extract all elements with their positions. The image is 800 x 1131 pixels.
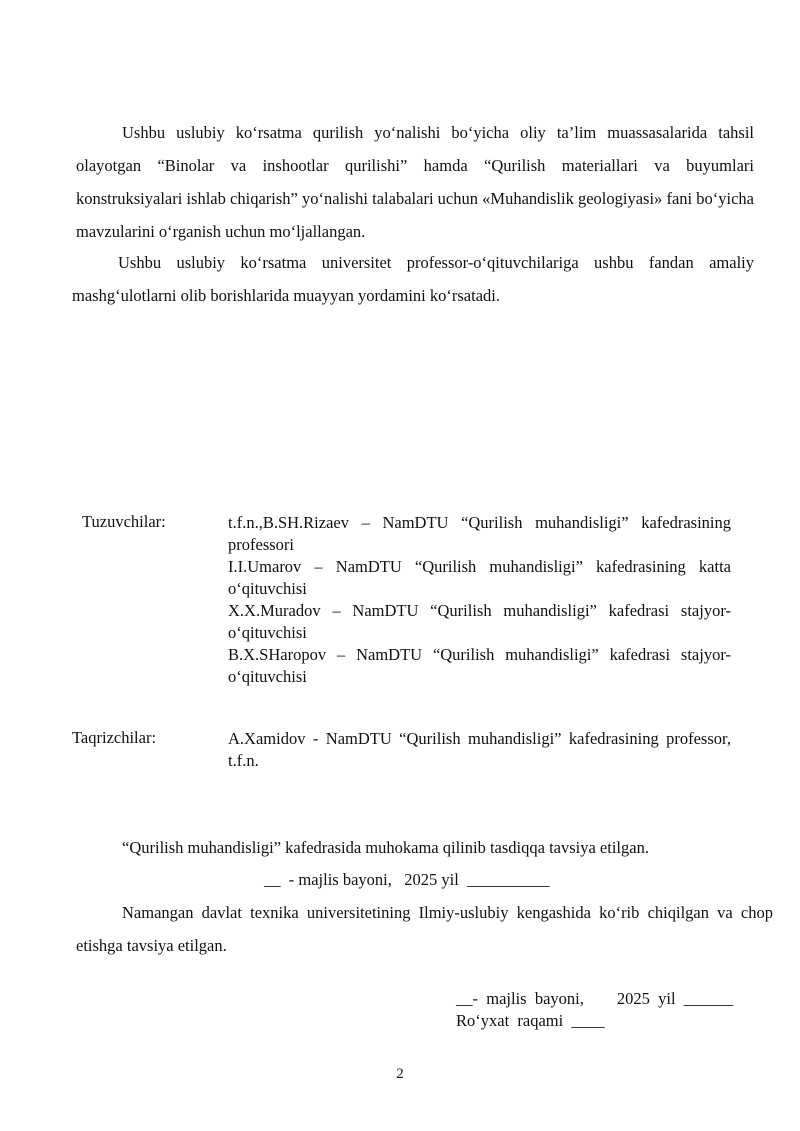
intro-paragraph-2: Ushbu uslubiy ko‘rsatma universitet professor-o‘qituvchilariga ushbu fandan amaliy mashg‘ulotlarni olib borishlarida muayyan yordamini ko‘rsatadi. [72, 253, 754, 305]
council-protocol-line: __- majlis bayoni, 2025 yil ______ [456, 989, 734, 1008]
department-protocol-line: __ - majlis bayoni, 2025 yil __________ [264, 870, 550, 889]
council-approval-text: Namangan davlat texnika universitetining Ilmiy-uslubiy kengashida ko‘rib chiqilgan va chop etishga tavsiya etilgan. [76, 903, 773, 955]
department-approval-line: “Qurilish muhandisligi” kafedrasida muhokama qilinib tasdiqqa tavsiya etilgan. [122, 838, 649, 857]
compiler-entry: t.f.n.,B.SH.Rizaev – NamDTU “Qurilish muhandisligi” kafedrasining professori [228, 513, 731, 554]
reviewers-label: Taqrizchilar: [72, 728, 157, 747]
intro-paragraph-1: Ushbu uslubiy ko‘rsatma qurilish yo‘nalishi bo‘yicha oliy ta’lim muassasalarida tahsil olayotgan “Binolar va inshootlar qurilishi” hamda “Qurilish materiallari va buyumlari konstruksiyalari ishlab chiqarish” yo‘nalishi talabalari uchun «Muhandislik geologiyasi» fani bo‘yicha mavzularini o‘rganish uchun mo‘ljallangan. [76, 123, 754, 241]
compiler-entry: B.X.SHaropov – NamDTU “Qurilish muhandisligi” kafedrasi stajyor-o‘qituvchisi [228, 645, 731, 686]
compiler-entry: I.I.Umarov – NamDTU “Qurilish muhandisligi” kafedrasining katta o‘qituvchisi [228, 557, 731, 598]
compilers-label: Tuzuvchilar: [82, 512, 166, 531]
compilers-list [228, 512, 731, 688]
reviewers-list [228, 728, 731, 772]
registration-line: Ro‘yxat raqami ____ [456, 1011, 605, 1030]
compiler-entry: X.X.Muradov – NamDTU “Qurilish muhandisligi” kafedrasi stajyor-o‘qituvchisi [228, 601, 731, 642]
page-number: 2 [396, 1066, 404, 1082]
reviewer-entry: A.Xamidov - NamDTU “Qurilish muhandisligi” kafedrasining professor, t.f.n. [228, 729, 731, 770]
